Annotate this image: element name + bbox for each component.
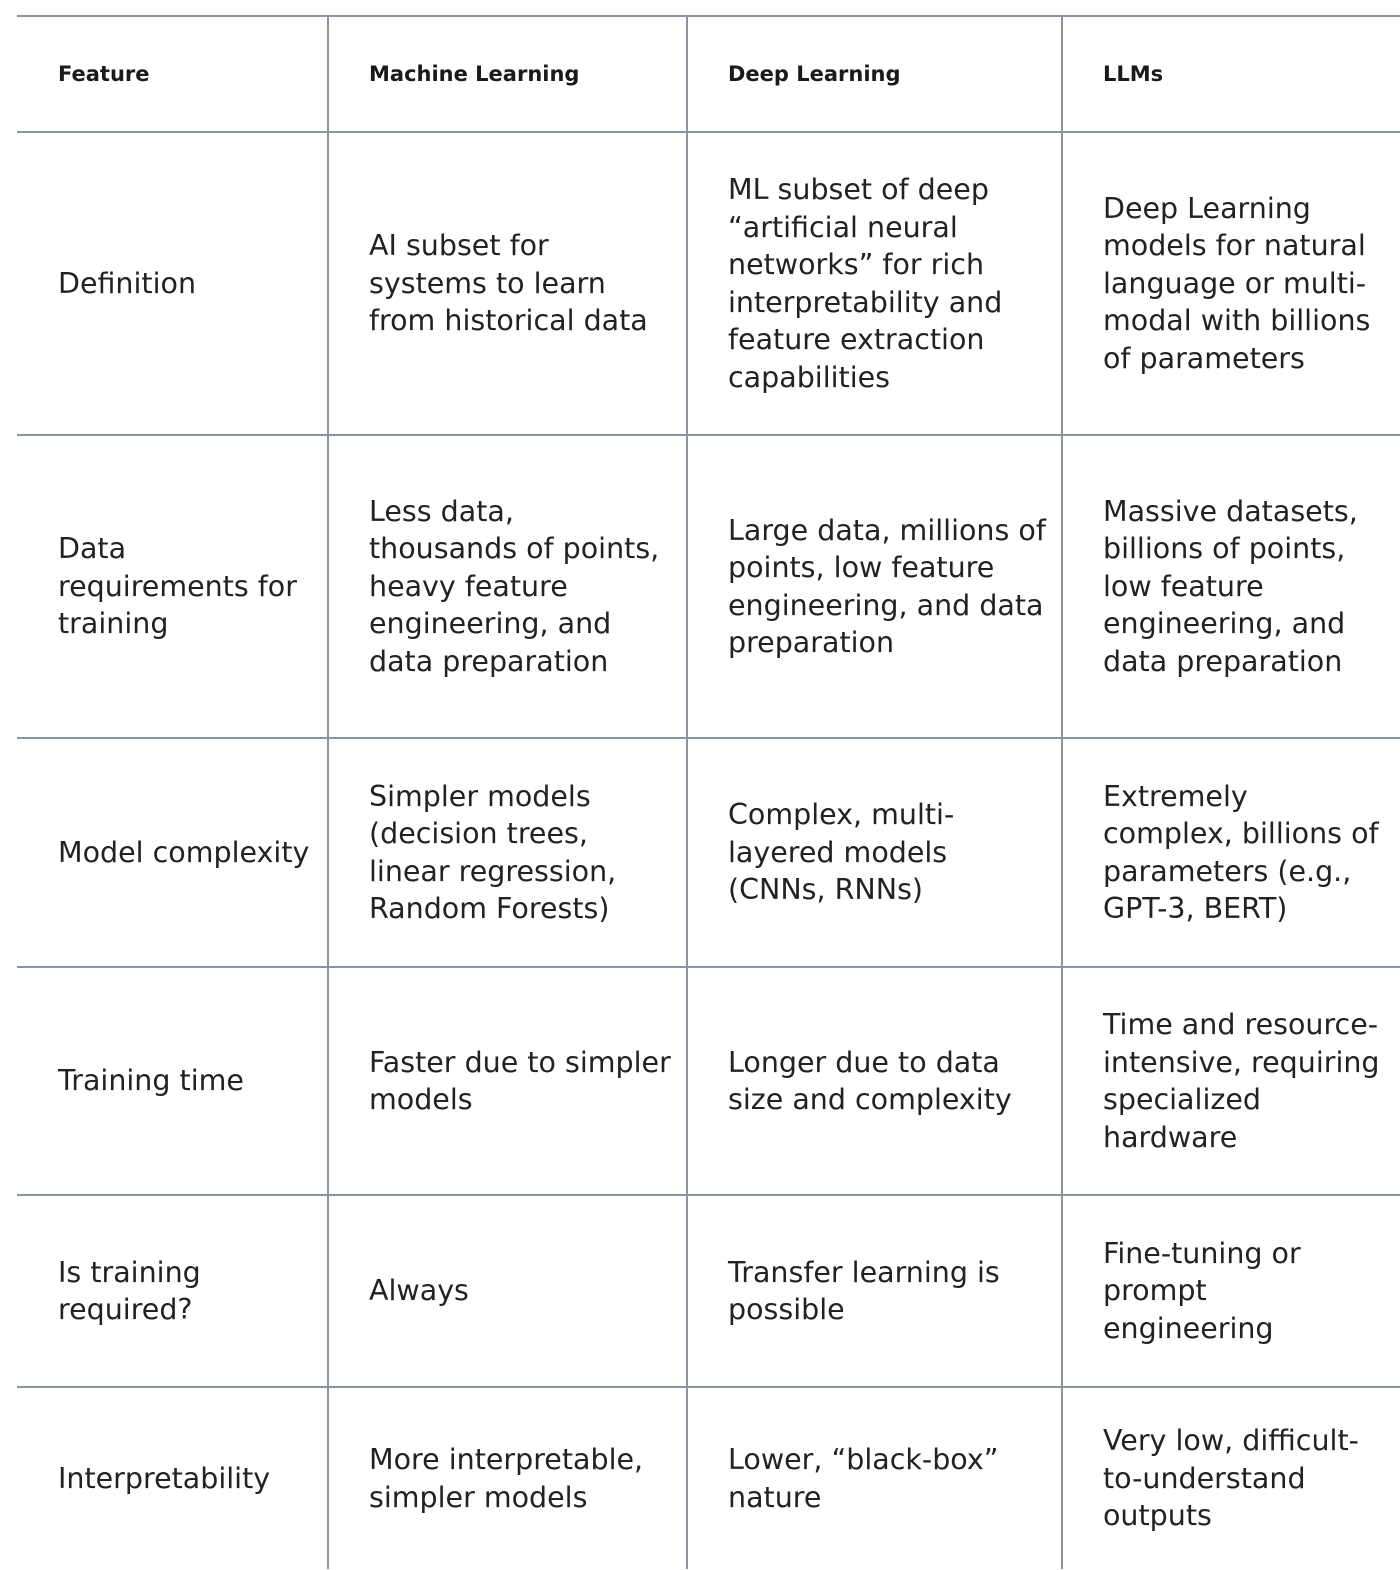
header-feature: Feature: [58, 61, 150, 86]
ml-cell: Always: [369, 1274, 469, 1308]
header-machine-learning: Machine Learning: [369, 61, 580, 86]
feature-cell: Definition: [58, 266, 197, 300]
table-row: [17, 435, 1400, 738]
header-row: [17, 15, 1400, 132]
llm-cell: Very low, difficult-to-understand outputs: [1103, 1424, 1359, 1533]
ml-cell: More interpretable, simpler models: [369, 1443, 644, 1514]
feature-cell: Is training required?: [58, 1255, 201, 1326]
table-row: [17, 1387, 1400, 1570]
dl-cell: Lower, “black-box” nature: [728, 1443, 999, 1514]
table-row: [17, 132, 1400, 435]
dl-cell: Complex, multi-layered models (CNNs, RNNs): [728, 798, 955, 907]
table-row: [17, 1195, 1400, 1387]
feature-cell: Model complexity: [58, 835, 310, 869]
header-llms: LLMs: [1103, 61, 1164, 86]
dl-cell: Large data, millions of points, low feature engineering, and data preparation: [728, 513, 1046, 659]
dl-cell: Longer due to data size and complexity: [728, 1045, 1012, 1116]
llm-cell: Time and resource-intensive, requiring specialized hardware: [1103, 1008, 1380, 1154]
llm-cell: Deep Learning models for natural language or multi-modal with billions of parameters: [1103, 191, 1371, 375]
dl-cell: Transfer learning is possible: [728, 1255, 1000, 1326]
llm-cell: Fine-tuning or prompt engineering: [1103, 1236, 1301, 1345]
comparison-table: [17, 15, 1400, 1570]
ml-cell: Simpler models (decision trees, linear regression, Random Forests): [369, 779, 617, 925]
feature-cell: Interpretability: [58, 1461, 271, 1495]
feature-cell: Data requirements for training: [58, 532, 297, 641]
dl-cell: ML subset of deep “artificial neural networks” for rich interpretability and feature extraction capabilities: [728, 173, 1003, 394]
table-row: [17, 967, 1400, 1195]
table-row: [17, 738, 1400, 967]
llm-cell: Massive datasets, billions of points, low feature engineering, and data preparation: [1103, 494, 1358, 678]
header-deep-learning: Deep Learning: [728, 61, 901, 86]
ml-cell: AI subset for systems to learn from historical data: [369, 229, 648, 338]
feature-cell: Training time: [58, 1064, 244, 1098]
llm-cell: Extremely complex, billions of parameters (e.g., GPT-3, BERT): [1103, 779, 1379, 925]
ml-cell: Less data, thousands of points, heavy feature engineering, and data preparation: [369, 494, 660, 678]
ml-cell: Faster due to simpler models: [369, 1045, 671, 1116]
